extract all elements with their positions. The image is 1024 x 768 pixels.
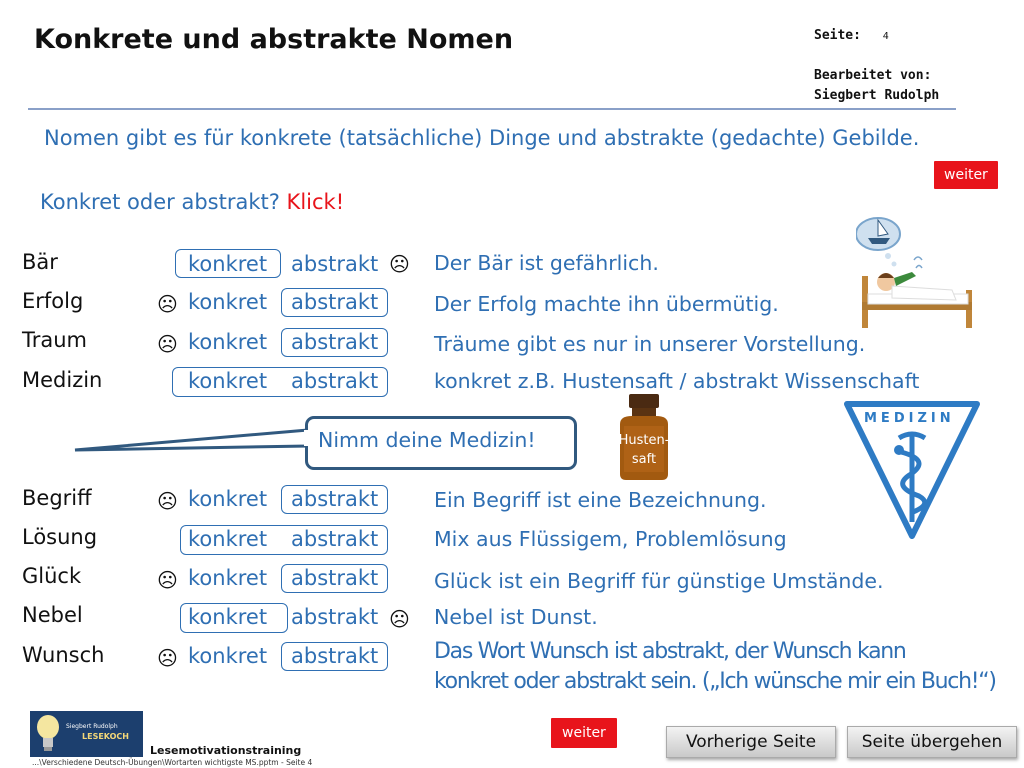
sentence-wunsch-line2: konkret oder abstrakt sein. („Ich wünsche mir ein Buch!“) [434, 669, 996, 694]
weiter-button-top[interactable]: weiter [934, 161, 998, 189]
noun-loesung: Lösung [22, 525, 98, 549]
noun-baer: Bär [22, 250, 58, 274]
medicine-sign-text: MEDIZIN [864, 411, 955, 426]
logo-name: Siegbert Rudolph [66, 723, 118, 730]
speech-bubble-text: Nimm deine Medizin! [318, 428, 536, 452]
logo-word: LESEKOCH [82, 732, 129, 741]
frown-icon: ☹ [389, 607, 410, 631]
sentence-nebel: Nebel ist Dunst. [434, 605, 598, 629]
option-abstrakt-medizin[interactable]: abstrakt [291, 369, 379, 393]
sentence-glueck: Glück ist ein Begriff für günstige Umstände. [434, 569, 884, 593]
file-path: ...\Verschiedene Deutsch-Übungen\Wortarten wichtigste MS.pptm - Seite 4 [32, 758, 313, 767]
noun-traum: Traum [22, 328, 88, 352]
sentence-erfolg: Der Erfolg machte ihn übermütig. [434, 292, 779, 316]
option-abstrakt-loesung[interactable]: abstrakt [291, 527, 379, 551]
sentence-baer: Der Bär ist gefährlich. [434, 251, 659, 275]
intro-text: Nomen gibt es für konkrete (tatsächliche) Dinge und abstrakte (gedachte) Gebilde. [44, 126, 920, 150]
noun-medizin: Medizin [22, 368, 103, 392]
option-abstrakt-baer[interactable]: abstrakt [291, 252, 379, 276]
speech-bubble-tail-cover [300, 428, 312, 450]
option-konkret-wunsch[interactable]: konkret [188, 644, 268, 668]
option-konkret-baer[interactable]: konkret [188, 252, 268, 276]
previous-page-button[interactable]: Vorherige Seite [666, 726, 836, 758]
page-number: 4 [882, 31, 889, 42]
header-divider [28, 108, 956, 110]
option-konkret-nebel[interactable]: konkret [188, 605, 268, 629]
bottle-label-line1: Husten- [618, 433, 670, 448]
sentence-loesung: Mix aus Flüssigem, Problemlösung [434, 527, 787, 551]
noun-erfolg: Erfolg [22, 289, 84, 313]
option-konkret-traum[interactable]: konkret [188, 330, 268, 354]
bottle-label-line2: saft [631, 452, 657, 467]
frown-icon: ☹ [157, 646, 178, 670]
option-abstrakt-begriff[interactable]: abstrakt [291, 487, 379, 511]
option-konkret-erfolg[interactable]: konkret [188, 290, 268, 314]
editor-name: Siegbert Rudolph [814, 88, 940, 103]
question-text: Konkret oder abstrakt? [40, 190, 287, 214]
page-label-text: Seite: [814, 28, 861, 43]
option-abstrakt-nebel[interactable]: abstrakt [291, 605, 379, 629]
question [40, 190, 344, 214]
sentence-traum: Träume gibt es nur in unserer Vorstellung. [434, 332, 866, 356]
option-konkret-medizin[interactable]: konkret [188, 369, 268, 393]
noun-nebel: Nebel [22, 603, 83, 627]
edited-by-label: Bearbeitet von: [814, 68, 932, 83]
noun-begriff: Begriff [22, 486, 92, 510]
option-abstrakt-traum[interactable]: abstrakt [291, 330, 379, 354]
skip-page-button[interactable]: Seite übergehen [847, 726, 1017, 758]
option-abstrakt-erfolg[interactable]: abstrakt [291, 290, 379, 314]
frown-icon: ☹ [157, 489, 178, 513]
frown-icon: ☹ [157, 332, 178, 356]
sentence-begriff: Ein Begriff ist eine Bezeichnung. [434, 488, 767, 512]
page-label [814, 28, 889, 43]
frown-icon: ☹ [157, 292, 178, 316]
frown-icon: ☹ [389, 252, 410, 276]
sleeping-person-icon [856, 216, 980, 330]
noun-wunsch: Wunsch [22, 643, 105, 667]
question-klick[interactable]: Klick! [286, 190, 345, 214]
sentence-medizin: konkret z.B. Hustensaft / abstrakt Wissenschaft [434, 369, 920, 393]
option-konkret-loesung[interactable]: konkret [188, 527, 268, 551]
speech-bubble-tail [70, 410, 310, 460]
sentence-wunsch-line1: Das Wort Wunsch ist abstrakt, der Wunsch kann [434, 639, 906, 664]
option-abstrakt-glueck[interactable]: abstrakt [291, 566, 379, 590]
frown-icon: ☹ [157, 568, 178, 592]
option-konkret-glueck[interactable]: konkret [188, 566, 268, 590]
program-label: Lesemotivationstraining [150, 744, 302, 757]
option-abstrakt-wunsch[interactable]: abstrakt [291, 644, 379, 668]
page-title: Konkrete und abstrakte Nomen [34, 24, 514, 55]
lesekoch-logo [30, 711, 143, 757]
noun-glueck: Glück [22, 564, 82, 588]
lightbulb-icon [34, 711, 64, 757]
option-konkret-begriff[interactable]: konkret [188, 487, 268, 511]
bottle-label [617, 431, 671, 469]
weiter-button-bottom[interactable]: weiter [551, 718, 617, 748]
